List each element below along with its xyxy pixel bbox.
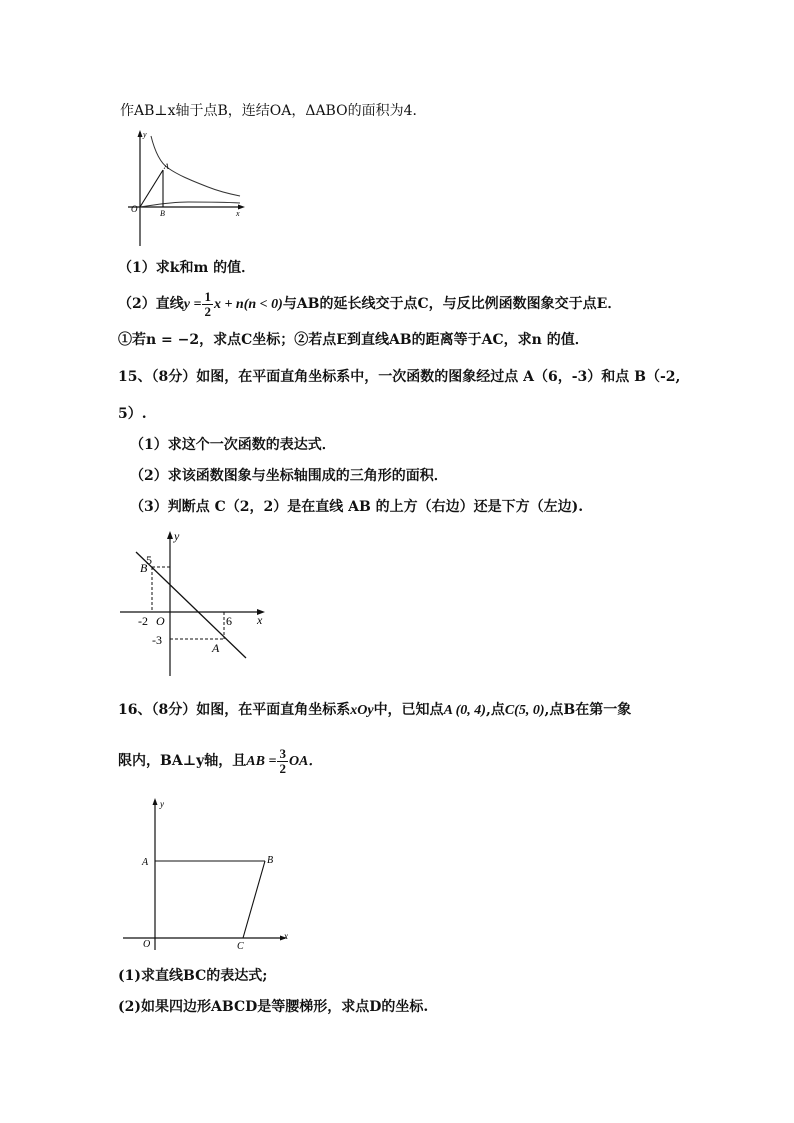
- p16-figure: [120, 795, 300, 955]
- p16-fig-B: B: [267, 855, 274, 866]
- p15-q1: （1）求这个一次函数的表达式．: [130, 437, 336, 453]
- p14-q2: [118, 289, 621, 319]
- p15-fig-t5: 5: [146, 553, 152, 567]
- p14-intro: 作AB⊥x轴于点B，连结OA，ΔABO的面积为4．: [120, 103, 427, 119]
- p14-fig-A: A: [164, 162, 169, 171]
- p15-fig-A: A: [212, 641, 220, 655]
- p14-q1: （1）求k和m 的值．: [118, 260, 256, 276]
- p14-q3: ①若n = −2，求点C坐标；②若点E到直线AB的距离等于AC，求n 的值．: [118, 332, 589, 348]
- p15-q3: （3）判断点 C（2，2）是在直线 AB 的上方（右边）还是下方（左边).: [130, 499, 584, 515]
- p16-l2-frac: [277, 747, 288, 776]
- p14-q2-den: 2: [204, 303, 211, 319]
- p16-title-mid: 中，已知点: [373, 702, 444, 718]
- p16-l2-pre: 限内，BA⊥y轴，且: [118, 753, 247, 769]
- p15-fig-O: O: [156, 614, 165, 628]
- p15-fig-y: y: [174, 529, 180, 543]
- p14-q2-num: 1: [204, 288, 211, 304]
- p15-title-l1: 15、（8分）如图，在平面直角坐标系中，一次函数的图象经过点 A（6，-3）和点 B（-2,: [118, 369, 681, 385]
- p16-l2-num: 3: [279, 745, 286, 761]
- p14-q2-eq: y =: [183, 297, 202, 312]
- p15-fig-B: B: [140, 561, 148, 575]
- p16-line2: [118, 746, 322, 776]
- p14-q2-post: 与AB的延长线交于点C，与反比例函数图象交于点E．: [282, 296, 622, 312]
- p16-q1: (1)求直线BC的表达式;: [118, 968, 268, 984]
- p14-fig-O: O: [131, 204, 138, 214]
- p16-fig-A: A: [142, 857, 149, 868]
- p14-figure: [118, 128, 248, 248]
- p15-fig-x: x: [257, 613, 263, 627]
- p16-pointA: A (0, 4): [443, 703, 486, 718]
- p14-fig-x: x: [236, 209, 240, 218]
- p14-fig-y: y: [143, 130, 147, 139]
- p16-pointC: C(5, 0): [504, 703, 545, 718]
- p16-fig-C: C: [237, 941, 244, 952]
- p16-title-sys: xOy: [350, 703, 374, 718]
- p16-title-mid2: ,点: [485, 702, 505, 718]
- p15-fig-tm2: -2: [138, 614, 148, 628]
- p15-q2: （2）求该函数图象与坐标轴围成的三角形的面积．: [130, 468, 448, 484]
- p16-l2-eq: AB =: [246, 754, 277, 769]
- p15-title-l2: 5）.: [118, 406, 147, 422]
- p15-fig-tm3: -3: [152, 633, 162, 647]
- p15-figure: [116, 528, 276, 678]
- p14-q2-pre: （2）直线: [118, 296, 184, 312]
- p16-l2-den: 2: [279, 760, 286, 776]
- p16-fig-y: y: [160, 799, 164, 809]
- p14-q2-eq2: x + n(n < 0): [213, 297, 283, 312]
- p16-fig-x: x: [284, 931, 288, 941]
- p14-fig-B: B: [160, 209, 165, 218]
- p16-fig-O: O: [143, 939, 151, 950]
- p16-title-pre: 16、（8分）如图，在平面直角坐标系: [118, 702, 351, 718]
- p16-title: [118, 700, 631, 721]
- p14-q2-frac: [202, 290, 213, 319]
- p15-fig-t6: 6: [226, 614, 232, 628]
- p16-title-post: ,点B在第一象: [544, 702, 632, 718]
- p16-q2: (2)如果四边形ABCD是等腰梯形，求点D的坐标.: [118, 999, 429, 1015]
- p16-l2-post: OA．: [288, 754, 323, 769]
